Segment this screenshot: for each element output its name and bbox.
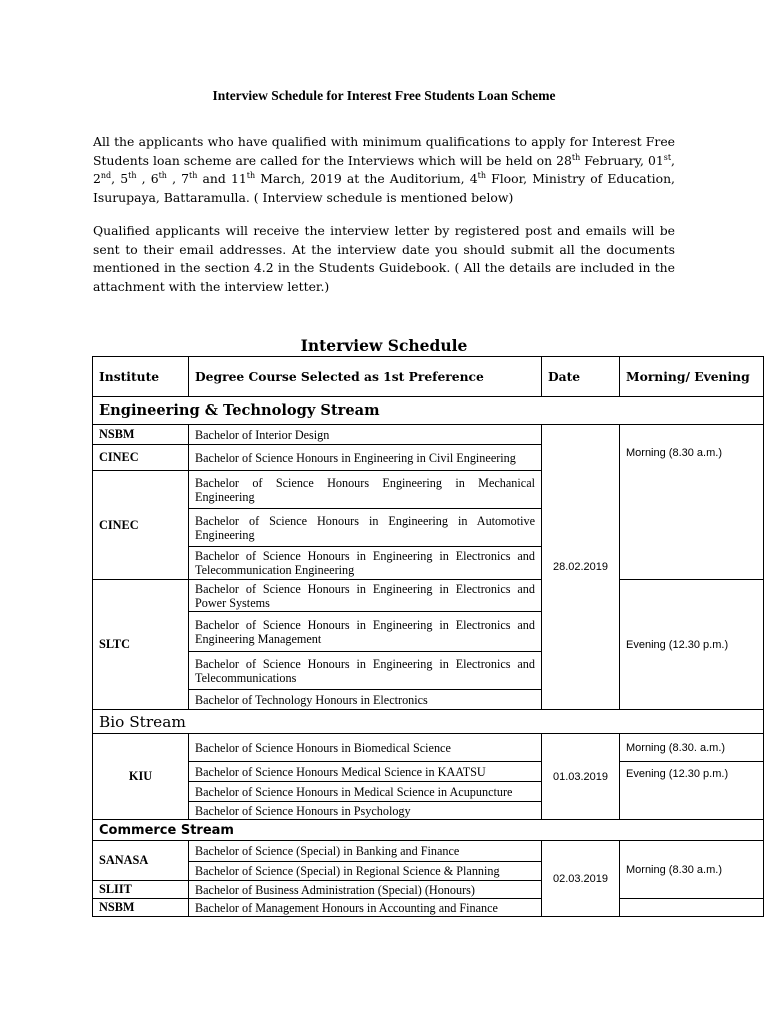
table-row xyxy=(93,762,764,782)
table-row xyxy=(93,841,764,862)
stream-row-commerce xyxy=(93,820,764,841)
institute-cell: CINEC xyxy=(93,471,189,580)
header-course: Degree Course Selected as 1st Preference xyxy=(189,357,542,397)
instructions-paragraph: Qualified applicants will receive the interview letter by registered post and emails will be sent to their email addresses. At the interview date you should submit all the documents mentioned in the section 4.2 in the Students Guidebook. ( All the details are included in the attachment with the interview letter.) xyxy=(93,223,675,294)
institute-cell: CINEC xyxy=(93,445,189,471)
course-cell: Bachelor of Science Honours in Medical Science in Acupuncture xyxy=(189,782,542,802)
institute-cell: NSBM xyxy=(93,425,189,445)
table-row xyxy=(93,425,764,445)
schedule-table xyxy=(92,356,764,917)
header-session: Morning/ Evening xyxy=(620,357,764,397)
stream-commerce: Commerce Stream xyxy=(93,820,764,841)
institute-cell: SLTC xyxy=(93,580,189,710)
course-cell: Bachelor of Science (Special) in Regional Science & Planning xyxy=(189,862,542,881)
institute-cell: NSBM xyxy=(93,899,189,917)
header-institute: Institute xyxy=(93,357,189,397)
intro-paragraph: All the applicants who have qualified with minimum qualifications to apply for Interest Free Students loan scheme are called for the Interviews which will be held on 28th February, 01st, 2nd, 5th , 6th , 7th and 11th March, 2019 at the Auditorium, 4th Floor, Ministry of Education, Isurupaya, Battaramulla. ( Interview schedule is mentioned below) xyxy=(93,134,675,205)
stream-row-bio xyxy=(93,710,764,734)
course-cell: Bachelor of Science Honours in Engineering in Electronics and Power Systems xyxy=(189,580,542,612)
course-cell: Bachelor of Science Honours in Engineering in Electronics and Telecommunications xyxy=(189,652,542,690)
session-cell-morning: Morning (8.30 a.m.) xyxy=(620,425,764,580)
stream-bio: Bio Stream xyxy=(93,710,764,734)
date-cell: 02.03.2019 xyxy=(542,841,620,917)
session-cell-morning: Morning (8.30. a.m.) xyxy=(620,734,764,762)
course-cell: Bachelor of Science (Special) in Banking and Finance xyxy=(189,841,542,862)
course-cell: Bachelor of Business Administration (Special) (Honours) xyxy=(189,881,542,899)
course-cell: Bachelor of Technology Honours in Electronics xyxy=(189,690,542,710)
course-cell: Bachelor of Science Honours in Engineering in Civil Engineering xyxy=(189,445,542,471)
header-date: Date xyxy=(542,357,620,397)
session-cell-empty xyxy=(620,899,764,917)
table-row xyxy=(93,580,764,612)
course-cell: Bachelor of Science Honours in Engineering in Electronics and Engineering Management xyxy=(189,612,542,652)
table-header-row xyxy=(93,357,764,397)
course-cell: Bachelor of Science Honours Medical Science in KAATSU xyxy=(189,762,542,782)
institute-cell: SANASA xyxy=(93,841,189,881)
course-cell: Bachelor of Science Honours in Engineering in Automotive Engineering xyxy=(189,509,542,547)
course-cell: Bachelor of Science Honours in Biomedical Science xyxy=(189,734,542,762)
session-cell-morning: Morning (8.30 a.m.) xyxy=(620,841,764,899)
schedule-title: Interview Schedule xyxy=(300,336,468,355)
course-cell: Bachelor of Management Honours in Accounting and Finance xyxy=(189,899,542,917)
course-cell: Bachelor of Interior Design xyxy=(189,425,542,445)
stream-row-engineering xyxy=(93,397,764,425)
course-cell: Bachelor of Science Honours in Engineering in Electronics and Telecommunication Engineering xyxy=(189,547,542,580)
institute-cell: SLIIT xyxy=(93,881,189,899)
document-title: Interview Schedule for Interest Free Students Loan Scheme xyxy=(212,88,556,103)
table-row xyxy=(93,899,764,917)
institute-cell: KIU xyxy=(93,734,189,820)
table-row xyxy=(93,734,764,762)
date-cell: 28.02.2019 xyxy=(542,425,620,710)
course-cell: Bachelor of Science Honours Engineering in Mechanical Engineering xyxy=(189,471,542,509)
stream-engineering: Engineering & Technology Stream xyxy=(93,397,764,425)
session-cell-evening: Evening (12.30 p.m.) xyxy=(620,762,764,820)
date-cell: 01.03.2019 xyxy=(542,734,620,820)
session-cell-evening: Evening (12.30 p.m.) xyxy=(620,580,764,710)
course-cell: Bachelor of Science Honours in Psychology xyxy=(189,802,542,820)
